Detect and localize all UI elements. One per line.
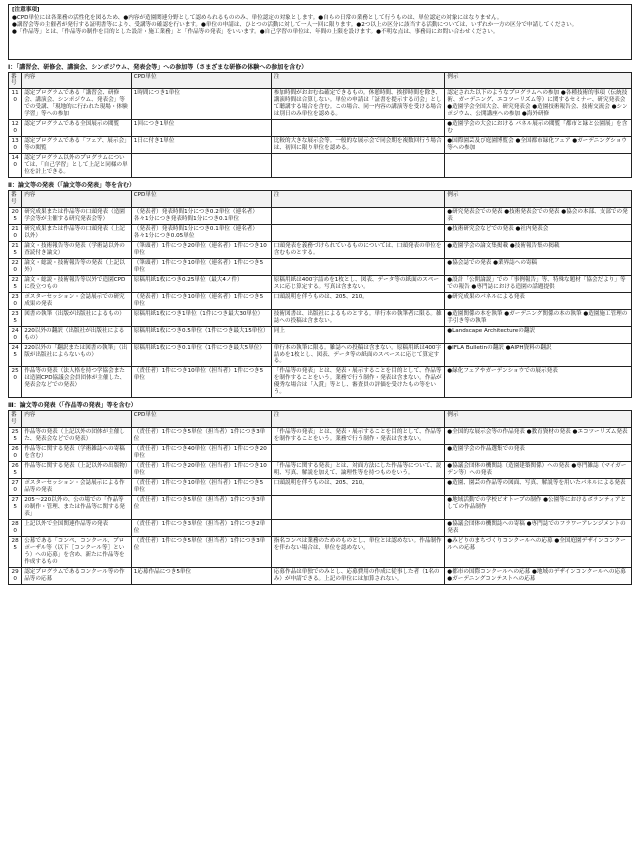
row-example: ●造園、園芸の作品等の図面、写真、解説等を用いたパネルによる発表 [445, 478, 632, 495]
row-content: 図書の執筆（出版が出版社によるもの） [22, 309, 132, 326]
column-header: 例示 [445, 190, 632, 207]
row-content: 認定プログラムである全国展示の閲覧 [22, 120, 132, 137]
row-content: 認定プログラムである「フェア、展示会」等の閲覧 [22, 137, 132, 154]
row-example: ●造園学会の作品選集での発表 [445, 444, 632, 461]
row-example: ●都市の国際コンクールへの応募 ●地域のデザインコンクールへの応募 ●ガーデニングコンテストへの応募 [445, 567, 632, 584]
row-cpd-unit: （責任者）1件につき5単位（担当者）1件につき3単位 [131, 427, 271, 444]
row-content: 作品等の発表（上記以外の団体が主催した、発表会などでの発表） [22, 427, 132, 444]
section-table [8, 72, 632, 179]
row-cpd-unit: （発表者）発表時間1分につき0.2単位（連名者）各々1分につき発表時間1分につき0.1単位 [131, 207, 271, 224]
row-example: ●技術研究会などでの発表 ●社内発表会 [445, 224, 632, 241]
column-header: 内容 [22, 410, 132, 427]
row-cpd-unit: 原稿用紙1枚につき0.5単位（1件につき最大15単位） [131, 326, 271, 343]
row-content: 研究成果または作品等の口頭発表（上記以外） [22, 224, 132, 241]
page [8, 4, 632, 585]
table-header-row [9, 410, 632, 427]
row-example: ●緑化フェアやガーデンショウでの展示発表 [445, 367, 632, 398]
section-title: Ⅱ：論文等の発表（「論文等の発表」等を含む） [8, 182, 135, 190]
table-row [9, 495, 632, 519]
row-code: 240 [9, 326, 22, 343]
row-cpd-unit: 1応募作品につき5単位 [131, 567, 271, 584]
row-content: 論文・総説・技術報告等以外で造園CPDに役立つもの [22, 275, 132, 292]
table-row [9, 367, 632, 398]
row-content: 220以外の翻訳（出版社が出版社によるもの） [22, 326, 132, 343]
section-table [8, 190, 632, 399]
row-content: 220以外の「翻訳または図書の執筆」（出版が出版社によらないもの） [22, 343, 132, 367]
row-cpd-unit: （発表者）1件につき10単位（連名者）1件につき5単位 [131, 292, 271, 309]
row-cpd-unit: （責任者）1件につき5単位（担当者）1件につき3単位 [131, 495, 271, 519]
column-header: 内容 [22, 72, 132, 89]
row-cpd-unit: （責任者）1件につき10単位（担当者）1件につき5単位 [131, 478, 271, 495]
row-code: 245 [9, 343, 22, 367]
row-content: 論文・技術報告等の発表（学術誌以外の査読付き論文） [22, 241, 132, 258]
table-row [9, 536, 632, 567]
table-row [9, 292, 632, 309]
row-example: ●造園学会の大会における パネル展示の閲覧「都市と緑と公園展」を含む [445, 120, 632, 137]
column-header: 番号 [9, 410, 22, 427]
row-note [271, 495, 445, 519]
column-header: 内容 [22, 190, 132, 207]
row-code: 275 [9, 495, 22, 519]
column-header: 注 [271, 72, 445, 89]
row-code: 250 [9, 367, 22, 398]
row-note: 同上 [271, 326, 445, 343]
row-content: 上記以外で全国関連作品等の発表 [22, 519, 132, 536]
row-note: 口頭説明を伴うものは、205、210。 [271, 478, 445, 495]
row-note: 比較的大きな展示会等。一般的な展示会で同会期を複数回行う場合は、初回に限り単位を認める。 [271, 137, 445, 154]
row-example: ●全国的な展示会等の作品発表 ●教育資材の発表 ●エコツーリズム発表 [445, 427, 632, 444]
row-cpd-unit: 原稿用紙1枚につき0.25単位（最大4ノ件） [131, 275, 271, 292]
table-row [9, 461, 632, 478]
row-note: 参加時間がおおむね確定できるもの。休憩時間、挨拶時間を除き、講演時間は合算しない。単位の申請は「証書を提示する司会」として聴講する場合を含む。この場合、同一内容の講演等を受ける場合は別日のみ単位を認める。 [271, 89, 445, 120]
row-code: 230 [9, 292, 22, 309]
row-example: 認定された以下のようなプログラムへの参加 ●各種技術的事項（伝統技術、ガーデニング、エコツーリズム等）に関するセミナー、研究発表会 ●造園学会全国大会、研究発表会 ●造園技術報告会、技術交流会 ●シンポジウム、公開講座への参加 ●海外研修 [445, 89, 632, 120]
table-row [9, 137, 632, 154]
row-example: ●造園関係の本を執筆 ●ガーデニング関係の本の執筆 ●造園施工管理の手引き等の執筆 [445, 309, 632, 326]
table-row [9, 258, 632, 275]
row-content: 205〜220以外の、公の場での「作品等の制作・管理、または作品等に関する発表」 [22, 495, 132, 519]
row-note [271, 519, 445, 536]
table-row [9, 519, 632, 536]
table-row [9, 241, 632, 258]
notes-box [8, 4, 632, 60]
column-header: 注 [271, 410, 445, 427]
row-code: 270 [9, 478, 22, 495]
row-code: 255 [9, 427, 22, 444]
row-note: 原稿用紙は400字詰めを1枚とし、図表、データ等の紙面のスペースに応じ算定する。写真は含まない。 [271, 275, 445, 292]
column-header: 番号 [9, 190, 22, 207]
row-cpd-unit: 1回につき1単位 [131, 120, 271, 137]
row-note [271, 258, 445, 275]
row-example: ●協議会団体の機関誌への寄稿 ●専門誌でのフラワーアレンジメントの発表 [445, 519, 632, 536]
row-content: 論文・総説・技術報告等の発表（上記以外） [22, 258, 132, 275]
row-cpd-unit: 原稿用紙1枚につき1単位（1件につき最大30単位） [131, 309, 271, 326]
row-note: 口頭発表を義務づけられているものについては、口頭発表の単位を含むものとする。 [271, 241, 445, 258]
row-example: ●協議会団体の機関誌（造園建築関係）への発表 ●専門雑誌（マイガーデン等）への発表 [445, 461, 632, 478]
row-cpd-unit: （責任者）1件につき10単位（担当者）1件につき5単位 [131, 367, 271, 398]
row-code: 215 [9, 241, 22, 258]
row-note: 指名コンペは業務のためのものとし、単位とは認めない。作品制作を伴わない場合は、単位を認めない。 [271, 536, 445, 567]
row-content: 認定プログラムである「講習会、研修会、講演会、シンポジウム、発表会」等での受講、「現地的に行われた現場・体験学習」等への参加 [22, 89, 132, 120]
row-note [271, 207, 445, 224]
row-example: ●造園学会の論文集掲載 ●技術報告集の掲載 [445, 241, 632, 258]
row-code: 120 [9, 120, 22, 137]
row-cpd-unit [131, 154, 271, 178]
table-row [9, 444, 632, 461]
row-note: 「作品等に関する発表」とは、対面方法にした作品等について、説明、写真、解説を加えて、論理性等を持つものをいう。 [271, 461, 445, 478]
section-title: Ⅲ：論文等の発表（「作品等の発表」等を含む） [8, 402, 137, 410]
row-example: ●Landscape Architectureの翻訳 [445, 326, 632, 343]
row-cpd-unit: （責任者）1件につき5単位（担当者）1件につき3単位 [131, 536, 271, 567]
row-code: 225 [9, 275, 22, 292]
row-note [271, 120, 445, 137]
row-note: 単行本の執筆に限る。雑誌への投稿は含まない。原稿用紙は400字詰めを1枚とし、図表、データ等の紙面のスペースに応じて算定する。 [271, 343, 445, 367]
row-code: 260 [9, 444, 22, 461]
row-cpd-unit: （筆頭者）1件につき20単位（連名者）1件につき10単位 [131, 241, 271, 258]
notes-line: ●講習会等の主催者が発行する証明書等により、受講等の確認を行います。●単位の申請は、ひとつの活動に対して一人一回に限ります。●2つ以上の区分に該当する活動については、いずれか一方の区分で申請してください。 [12, 21, 578, 28]
row-note [271, 224, 445, 241]
row-example: ●地域活動での学校ビオトープの制作 ●公園等におけるボランティアとしての作品制作 [445, 495, 632, 519]
table-header-row [9, 72, 632, 89]
row-cpd-unit: 原稿用紙1枚につき0.1単位（1件につき最大5単位） [131, 343, 271, 367]
table-row [9, 567, 632, 584]
row-example: ●研究成果のパネルによる発表 [445, 292, 632, 309]
row-code: 130 [9, 137, 22, 154]
row-content: 作品等に関する発表（上記以外の出版物） [22, 461, 132, 478]
row-cpd-unit: 1時間につき1単位 [131, 89, 271, 120]
column-header: CPD単位 [131, 410, 271, 427]
row-code: 280 [9, 519, 22, 536]
sections-container [8, 64, 632, 585]
notes-title: [注意事項] [12, 7, 40, 13]
row-example [445, 154, 632, 178]
row-content: 作品等の発表（法人格を持つ学協会または造園CPD協議会会員団体が主催した、発表会などでの発表） [22, 367, 132, 398]
row-content: 認定プログラムであるコンクール等の作品等の応募 [22, 567, 132, 584]
column-header: 番号 [9, 72, 22, 89]
row-code: 235 [9, 309, 22, 326]
row-cpd-unit: （発表者）発表時間1分につき0.1単位（連名者）各々1分につき0.05単位 [131, 224, 271, 241]
row-note: 応募作品は単独でのみとし、応募費用の作成に従事した者（1名のみ）が申請できる。上記の単位には加算されない。 [271, 567, 445, 584]
column-header: 例示 [445, 72, 632, 89]
row-note: 技術図書は、出版社によるものとする。単行本の執筆者に限る。雑誌への投稿は含まない。 [271, 309, 445, 326]
row-note: 「作品等の発表」とは、発表・展示することを目的として、作品等を制作することをいう。業務で行う制作・発表は含まない。作品が優秀な場合は「入賞」等とし、審査員の評価を受けたもの等をいう。 [271, 367, 445, 398]
row-cpd-unit: （責任者）1件につき40単位（担当者）1件につき20単位 [131, 444, 271, 461]
row-example: ●IFLA Bulletinの翻訳 ●AIPH資料の翻訳 [445, 343, 632, 367]
table-row [9, 478, 632, 495]
row-code: 265 [9, 461, 22, 478]
row-note: 「作品等の発表」とは、発表・展示することを目的として、作品等を制作することをいう。業務で行う制作・発表は含まない。 [271, 427, 445, 444]
table-row [9, 309, 632, 326]
row-cpd-unit: （筆頭者）1件につき10単位（連名者）1件につき5単位 [131, 258, 271, 275]
row-code: 205 [9, 207, 22, 224]
column-header: 例示 [445, 410, 632, 427]
row-note [271, 154, 445, 178]
table-row [9, 224, 632, 241]
table-row [9, 326, 632, 343]
table-row [9, 207, 632, 224]
row-cpd-unit: 1日に付き1単位 [131, 137, 271, 154]
table-row [9, 275, 632, 292]
row-cpd-unit: （責任者）1件につき3単位（担当者）1件につき2単位 [131, 519, 271, 536]
row-code: 285 [9, 536, 22, 567]
table-row [9, 120, 632, 137]
section-table [8, 410, 632, 585]
row-example: ●協会誌での発表 ●業界誌への寄稿 [445, 258, 632, 275]
row-content: 公募である「コンペ、コンクール、プロポーザル等（以下［コンクール等］という）への応募」を含め、新たに作品等を作成するもの [22, 536, 132, 567]
row-example: ●研究発表会での発表 ●技術発表会での発表 ●協会の本部、支部での発表 [445, 207, 632, 224]
row-code: 290 [9, 567, 22, 584]
column-header: CPD単位 [131, 72, 271, 89]
column-header: CPD単位 [131, 190, 271, 207]
row-example: ●みどりのまちづくりコンクールへの応募 ●全国庭園デザインコンクールへの応募 [445, 536, 632, 567]
table-row [9, 154, 632, 178]
row-example: ●国際園芸及び庭園博覧会 ●全国都市緑化フェア ●ガーデニングショウ等への参加 [445, 137, 632, 154]
row-content: 研究成果または作品等の口頭発表（造園学会等が主催する研究発表会等） [22, 207, 132, 224]
table-row [9, 343, 632, 367]
notes-line: ●「作品等」とは、「作品等の制作を目的とした設計・施工業務」と「作品等の発表」をいいます。●自己学習の単位は、年間の上限を設けます。●不明な点は、事務局にお問い合わせください。 [12, 28, 499, 35]
table-header-row [9, 190, 632, 207]
section-title: Ⅰ：「講習会、研修会、講演会、シンポジウム、発表会等」への参加等（さまざまな研修の体験への参加を含む） [8, 64, 308, 71]
row-cpd-unit: （責任者）1件につき20単位（担当者）1件につき10単位 [131, 461, 271, 478]
row-content: 作品等に関する発表（学術雑誌への寄稿を含む） [22, 444, 132, 461]
table-row [9, 427, 632, 444]
row-content: 認定プログラム以外のプログラムについては、「自己学習」として上記と同様の単位を計上できる。 [22, 154, 132, 178]
column-header: 注 [271, 190, 445, 207]
row-note: 口頭説明を伴うものは、205、210。 [271, 292, 445, 309]
row-code: 220 [9, 258, 22, 275]
row-content: ポスターセッション・会誌展示での研究成果の発表 [22, 292, 132, 309]
notes-line: ●CPD単位には各業務の活性化を図るため、●内容が造園関連分野として認められるもののみ、単位認定の対象とします。●自らの日常の業務として行うものは、単位認定の対象にはなりません。 [12, 14, 503, 21]
row-example: ●設計「公開論説」での「事例報告」等、特殊な題材「協会だより」等での報告 ●専門誌における造園の話題提供 [445, 275, 632, 292]
row-note [271, 444, 445, 461]
row-code: 110 [9, 89, 22, 120]
table-row [9, 89, 632, 120]
row-code: 210 [9, 224, 22, 241]
row-content: ポスターセッション・会誌展示による作品等の発表 [22, 478, 132, 495]
row-code: 140 [9, 154, 22, 178]
